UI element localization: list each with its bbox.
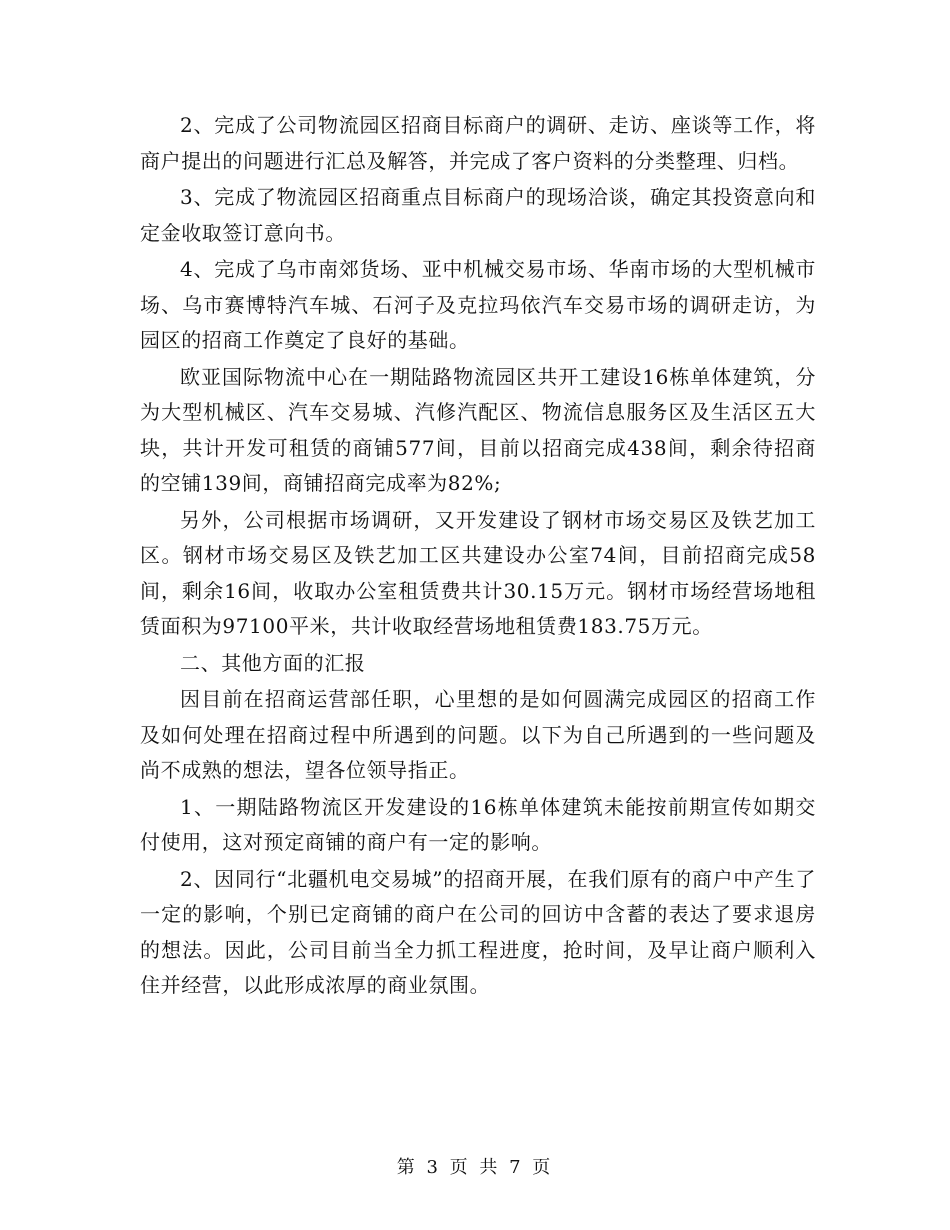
paragraph-steel-market: 另外，公司根据市场调研，又开发建设了钢材市场交易区及铁艺加工区。钢材市场交易区及铁艺加工区共建设办公室74间，目前招商完成58间，剩余16间，收取办公室租赁费共计30.15万元。钢材市场经营场地租赁面积为97100平米，共计收取经营场地租赁费183.75万元。 xyxy=(140,507,816,638)
document-body xyxy=(140,108,816,1005)
paragraph-item-4: 4、完成了乌市南郊货场、亚中机械交易市场、华南市场的大型机械市场、乌市赛博特汽车城、石河子及克拉玛依汽车交易市场的调研走访，为园区的招商工作奠定了良好的基础。 xyxy=(140,257,816,352)
paragraph-item-2: 2、完成了公司物流园区招商目标商户的调研、走访、座谈等工作，将商户提出的问题进行汇总及解答，并完成了客户资料的分类整理、归档。 xyxy=(140,113,816,173)
paragraph-item-3: 3、完成了物流园区招商重点目标商户的现场洽谈，确定其投资意向和定金收取签订意向书。 xyxy=(140,185,816,245)
page-number-label: 第 3 页 共 7 页 xyxy=(396,1157,554,1178)
page-footer xyxy=(0,1153,950,1179)
section-heading-other-reports: 二、其他方面的汇报 xyxy=(180,650,366,675)
paragraph-leasing-summary: 欧亚国际物流中心在一期陆路物流园区共开工建设16栋单体建筑，分为大型机械区、汽车交易城、汽修汽配区、物流信息服务区及生活区五大块，共计开发可租赁的商铺577间，目前以招商完成438间，剩余待招商的空铺139间，商铺招商完成率为82%; xyxy=(140,364,816,495)
paragraph-issue-2: 2、因同行“北疆机电交易城”的招商开展，在我们原有的商户中产生了一定的影响，个别已定商铺的商户在公司的回访中含蓄的表达了要求退房的想法。因此，公司目前当全力抓工程进度，抢时间，及早让商户顺利入住并经营，以此形成浓厚的商业氛围。 xyxy=(140,866,816,997)
paragraph-issue-1: 1、一期陆路物流区开发建设的16栋单体建筑未能按前期宣传如期交付使用，这对预定商铺的商户有一定的影响。 xyxy=(140,794,816,854)
paragraph-intro-issues: 因目前在招商运营部任职，心里想的是如何圆满完成园区的招商工作及如何处理在招商过程中所遇到的问题。以下为自己所遇到的一些问题及尚不成熟的想法，望各位领导指正。 xyxy=(140,687,816,782)
